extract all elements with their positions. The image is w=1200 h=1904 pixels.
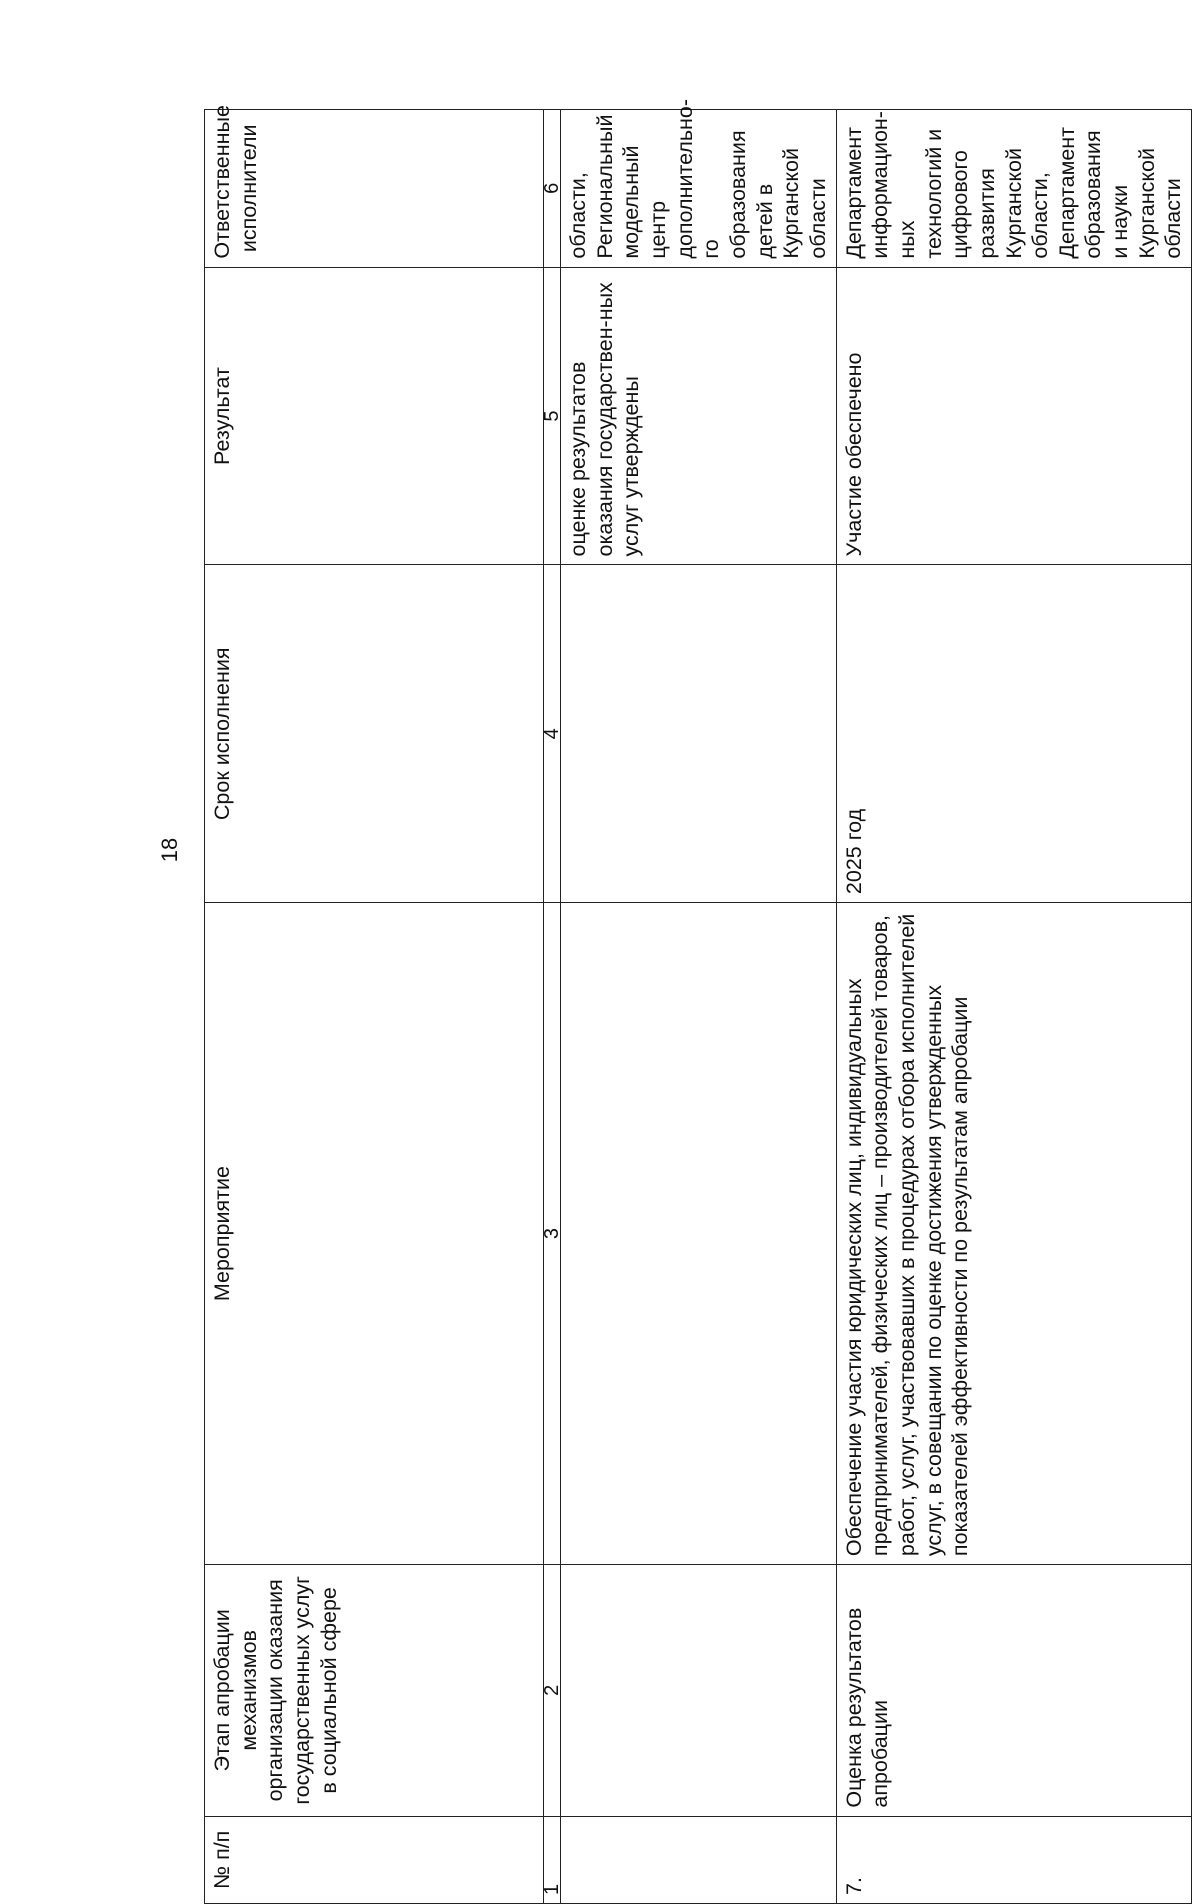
column-number: 2 — [544, 1565, 561, 1817]
cell-number — [561, 1816, 837, 1903]
column-number: 3 — [544, 903, 561, 1565]
cell-number: 7. — [836, 1816, 1192, 1903]
column-number: 1 — [544, 1816, 561, 1903]
header-stage: Этап апробации механизмов организации оказания государственных услуг в социальной сфере — [205, 1565, 544, 1817]
page-number: 18 — [157, 837, 182, 863]
table-header-row — [205, 110, 544, 1904]
cell-responsible: области, Региональный модельный центр дополнительно-го образования детей в Курганской области — [561, 110, 837, 268]
header-result: Результат — [205, 267, 544, 565]
cell-responsible: Департамент информацион-ных технологий и цифрового развития Курганской области, Департамент образования и науки Курганской области — [836, 110, 1192, 268]
table-row-continuation — [561, 110, 837, 1904]
cell-measure — [561, 903, 837, 1565]
header-responsible: Ответственные исполнители — [205, 110, 544, 268]
cell-measure: Обеспечение участия юридических лиц, индивидуальных предпринимателей, физических лиц – производителей товаров, работ, услуг, участвовавших в процедурах отбора исполнителей услуг, в совещании по оценке достижения утвержденных показателей эффективности по результатам апробации — [836, 903, 1192, 1565]
cell-stage — [561, 1565, 837, 1817]
header-measure: Мероприятие — [205, 903, 544, 1565]
column-numbers-row — [544, 110, 561, 1904]
cell-stage: Оценка результатов апробации — [836, 1565, 1192, 1817]
rotated-table-wrapper — [204, 98, 1186, 1904]
column-number: 5 — [544, 267, 561, 565]
cell-result: Участие обеспечено — [836, 267, 1192, 565]
cell-deadline — [561, 565, 837, 903]
header-number: № п/п — [205, 1816, 544, 1903]
activities-table — [204, 98, 1192, 1904]
cell-result: оценке результатов оказания государствен-ных услуг утверждены — [561, 267, 837, 565]
header-deadline: Срок исполнения — [205, 565, 544, 903]
table-row-7 — [836, 110, 1192, 1904]
cell-deadline: 2025 год — [836, 565, 1192, 903]
column-number: 6 — [544, 110, 561, 268]
column-number: 4 — [544, 565, 561, 903]
